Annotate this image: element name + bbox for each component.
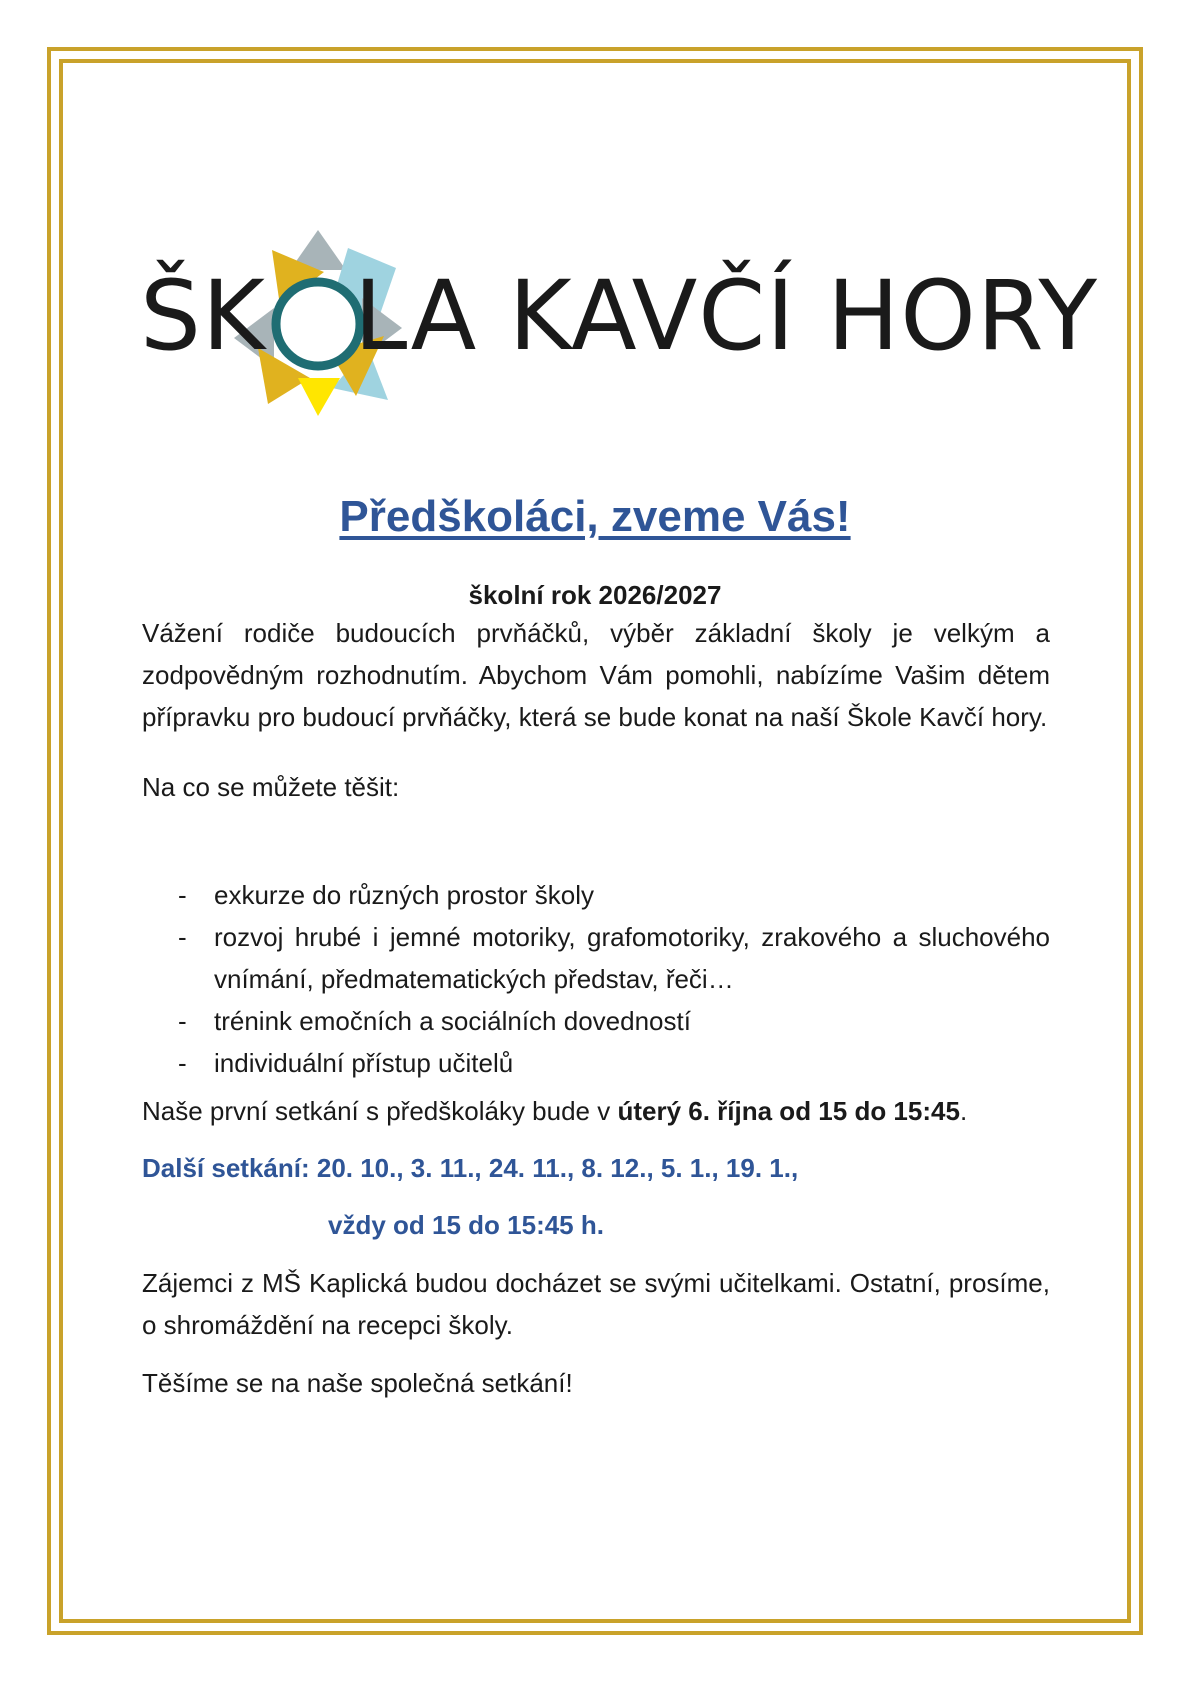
next-meetings-dates: Další setkání: 20. 10., 3. 11., 24. 11., 8. 12., 5. 1., 19. 1., (142, 1153, 799, 1183)
first-meeting-suffix: . (959, 1096, 968, 1126)
looking-forward-heading: Na co se můžete těšit: (142, 772, 400, 802)
logo-text-start: ŠK (140, 260, 266, 372)
ms-info-paragraph: Zájemci z MŠ Kaplická budou docházet se svými učitelkami. Ostatní, prosíme, o shromáždění na recepci školy. (142, 1268, 1050, 1340)
benefits-list (142, 874, 1050, 1084)
next-meetings-time: vždy od 15 do 15:45 h. (328, 1210, 604, 1240)
list-dash: - (178, 1006, 187, 1036)
list-item (142, 874, 1050, 916)
first-meeting-date: úterý 6. října od 15 do 15:45 (617, 1096, 960, 1126)
list-dash: - (178, 880, 187, 910)
list-dash: - (178, 1048, 187, 1078)
school-logo (140, 228, 1099, 428)
list-item (142, 1042, 1050, 1084)
list-item-text: rozvoj hrubé i jemné motoriky, grafomotoriky, zrakového a sluchového vnímání, předmatematických představ, řeči… (214, 922, 1050, 994)
list-dash: - (178, 922, 187, 952)
list-item-text: individuální přístup učitelů (214, 1048, 514, 1078)
first-meeting-prefix: Naše první setkání s předškoláky bude v (142, 1096, 618, 1126)
list-item-text: exkurze do různých prostor školy (214, 880, 595, 910)
intro-paragraph: Vážení rodiče budoucích prvňáčků, výběr základní školy je velkým a zodpovědným rozhodnutím. Abychom Vám pomohli, nabízíme Vašim dětem přípravku pro budoucí prvňáčky, která se bude konat na naší Škole Kavčí hory. (142, 618, 1050, 732)
list-item-text: trénink emočních a sociálních dovedností (214, 1006, 691, 1036)
page-title: Předškoláci, zveme Vás! (339, 492, 851, 541)
first-meeting-paragraph (142, 1090, 1050, 1132)
logo-wordmark (140, 256, 1098, 376)
list-item (142, 916, 1050, 1000)
closing-line: Těšíme se na naše společná setkání! (142, 1368, 573, 1398)
list-item (142, 1000, 1050, 1042)
logo-text-end: LA KAVČÍ HORY (353, 260, 1099, 372)
school-year-subtitle: školní rok 2026/2027 (468, 580, 722, 610)
